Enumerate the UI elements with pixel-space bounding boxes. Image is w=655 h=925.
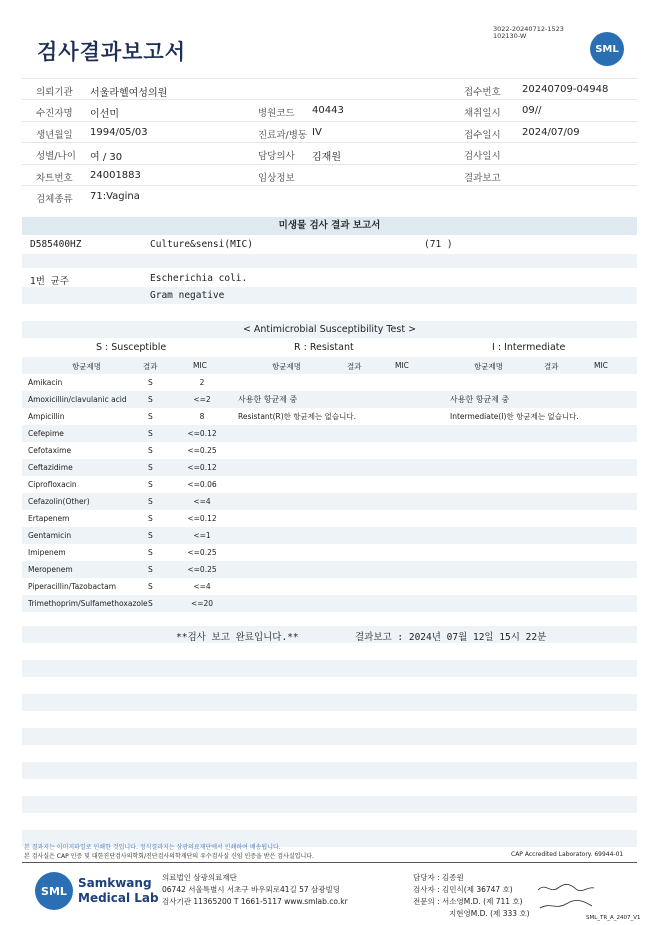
drug-row — [22, 425, 637, 442]
dob-value: 1994/05/03 — [90, 126, 148, 138]
drug-row — [22, 374, 637, 391]
drug-result: S — [148, 480, 153, 489]
info-row — [22, 122, 637, 143]
receipt-no-value: 20240709-04948 — [522, 84, 609, 95]
drug-row — [22, 510, 637, 527]
drug-name: Ciprofloxacin — [28, 480, 77, 489]
resistant-note-line1: 사용한 항균제 중 — [238, 395, 298, 404]
test-date-label: 검사일시 — [464, 151, 501, 163]
drug-result: S — [148, 446, 153, 455]
sex-age-label: 성별/나이 — [36, 151, 76, 163]
drug-mic: <=2 — [193, 395, 211, 404]
chart-no-value: 24001883 — [90, 169, 141, 181]
col-mic-i: MIC — [594, 361, 608, 370]
report-time: 결과보고 : 2024년 07월 12일 15시 22분 — [355, 632, 547, 643]
drug-name: Imipenem — [28, 548, 66, 557]
specimen-label: 검체종류 — [36, 193, 73, 205]
gram-stain: Gram negative — [150, 290, 225, 301]
empty-band — [22, 762, 637, 779]
page-title: 검사결과보고서 — [37, 40, 187, 64]
document-code — [493, 26, 564, 40]
empty-band — [22, 728, 637, 745]
drug-row — [22, 476, 637, 493]
drug-name: Trimethoprim/Sulfamethoxazole — [28, 599, 148, 608]
drug-name: Ampicillin — [28, 412, 65, 421]
drug-mic: <=4 — [193, 497, 211, 506]
report-label: 결과보고 — [464, 172, 501, 184]
drug-result: S — [148, 497, 153, 506]
drug-name: Ceftazidime — [28, 463, 73, 472]
collect-date-value: 09// — [522, 105, 542, 117]
drug-mic: <=1 — [193, 531, 211, 540]
staff-specialist-1: 전문의 : 서소영M.D. (제 711 호) — [413, 897, 523, 906]
completion-message: **검사 보고 완료입니다.** — [176, 632, 299, 643]
drug-result: S — [148, 395, 153, 404]
test-row — [22, 236, 637, 253]
drug-mic: 8 — [199, 412, 205, 421]
hospital-code-value: 40443 — [312, 105, 344, 117]
drug-result: S — [148, 429, 153, 438]
col-drug-i: 항균제명 — [474, 362, 503, 371]
intermediate-note-line2: Intermediate(I)한 항균제는 없습니다. — [450, 412, 579, 421]
sml-logo: SML — [590, 32, 624, 66]
drug-row — [22, 442, 637, 459]
document-code-line2: 102130-W — [493, 32, 527, 40]
footer-notice-1: 본 결과지는 이미지파일로 인쇄한 것입니다. 정식결과지는 삼광의료재단에서 인쇄하여 배송됩니다. — [24, 844, 281, 851]
company-name-line2: Medical Lab — [78, 891, 159, 905]
drug-mic: <=0.12 — [187, 514, 217, 523]
legend-resistant: R : Resistant — [294, 342, 354, 353]
institution-label: 의뢰기관 — [36, 87, 73, 98]
drug-row — [22, 595, 637, 612]
drug-result: S — [148, 378, 153, 387]
drug-mic: <=0.12 — [187, 463, 217, 472]
hospital-code-label: 병원코드 — [258, 108, 295, 120]
footer-address-1: 의료법인 삼광의료재단 — [162, 873, 237, 882]
empty-band — [22, 694, 637, 711]
patient-info-table — [22, 78, 637, 206]
patient-label: 수진자명 — [36, 108, 73, 120]
staff-specialist-2: 지현영M.D. (제 333 호) — [449, 909, 530, 918]
drug-row — [22, 561, 637, 578]
clinical-label: 임상정보 — [258, 172, 295, 184]
drug-row — [22, 527, 637, 544]
footer-notice-2: 본 검사실은 CAP 인증 및 대한진단검사의학회/진단검사의학재단의 우수검사실 신임 인증을 받은 검사실입니다. — [24, 853, 314, 860]
drug-result: S — [148, 514, 153, 523]
drug-row — [22, 391, 637, 408]
signature-image — [536, 880, 596, 914]
drug-mic: <=0.25 — [187, 548, 217, 557]
info-row — [22, 100, 637, 121]
receipt-date-label: 접수일시 — [464, 129, 501, 141]
drug-name: Meropenem — [28, 565, 73, 574]
dob-label: 생년월일 — [36, 129, 73, 141]
drug-result: S — [148, 599, 153, 608]
drug-mic: <=0.25 — [187, 565, 217, 574]
test-spec: (71 ) — [424, 239, 453, 250]
drug-result: S — [148, 531, 153, 540]
doctor-label: 담당의사 — [258, 151, 295, 163]
drug-name: Cefotaxime — [28, 446, 72, 455]
cap-accreditation: CAP Accredited Laboratory. 69944-01 — [511, 851, 624, 858]
drug-result: S — [148, 582, 153, 591]
organism-name: Escherichia coli. — [150, 273, 248, 284]
sex-age-value: 여 / 30 — [90, 152, 123, 164]
drug-name: Piperacillin/Tazobactam — [28, 582, 117, 591]
footer-divider — [22, 862, 637, 863]
drug-name: Gentamicin — [28, 531, 72, 540]
drug-name: Ertapenem — [28, 514, 70, 523]
completion-row — [22, 626, 637, 643]
drug-row — [22, 578, 637, 595]
organism-row — [22, 270, 637, 287]
empty-band — [22, 796, 637, 813]
staff-in-charge: 담당자 : 김종원 — [413, 873, 464, 882]
document-code-line1: 3022-20240712-1523 — [493, 25, 564, 33]
drug-mic: <=0.25 — [187, 446, 217, 455]
info-row — [22, 165, 637, 186]
drug-mic: <=0.12 — [187, 429, 217, 438]
drug-name: Cefepime — [28, 429, 64, 438]
legend-intermediate: I : Intermediate — [492, 342, 566, 353]
section-title: 미생물 검사 결과 보고서 — [22, 217, 637, 235]
drug-name: Amikacin — [28, 378, 63, 387]
receipt-no-label: 접수번호 — [464, 87, 501, 98]
doctor-value: 김재원 — [312, 152, 341, 164]
drug-mic: 2 — [199, 378, 205, 387]
drug-row — [22, 459, 637, 476]
intermediate-note-line1: 사용한 항균제 중 — [450, 395, 510, 404]
test-code: D585400HZ — [30, 239, 82, 250]
legend-row — [22, 339, 637, 356]
ast-title-row — [22, 321, 637, 338]
empty-band — [22, 660, 637, 677]
test-name: Culture&sensi(MIC) — [150, 239, 253, 250]
drug-name: Cefazolin(Other) — [28, 497, 90, 506]
info-row — [22, 143, 637, 164]
drug-mic: <=4 — [193, 582, 211, 591]
drug-result: S — [148, 412, 153, 421]
legend-susceptible: S : Susceptible — [96, 342, 167, 353]
drug-result: S — [148, 548, 153, 557]
spacer-band — [22, 254, 637, 268]
drug-result: S — [148, 565, 153, 574]
staff-tester: 검사자 : 김민식(제 36747 호) — [413, 885, 513, 894]
col-mic-s: MIC — [193, 361, 207, 370]
info-row — [22, 79, 637, 100]
footer-sml-logo: SML — [35, 872, 73, 910]
form-version: SML_TR_A_2407_V1 — [586, 915, 641, 921]
col-result-r: 결과 — [347, 362, 362, 371]
institution-value: 서울라헬여성의원 — [90, 88, 168, 99]
resistant-note-line2: Resistant(R)한 항균제는 없습니다. — [238, 412, 357, 421]
col-drug-s: 항균제명 — [72, 362, 101, 371]
drug-result: S — [148, 463, 153, 472]
col-drug-r: 항균제명 — [272, 362, 301, 371]
col-result-s: 결과 — [143, 362, 158, 371]
drug-row — [22, 493, 637, 510]
receipt-date-value: 2024/07/09 — [522, 126, 580, 138]
info-row — [22, 186, 637, 206]
gram-row — [22, 287, 637, 304]
col-result-i: 결과 — [544, 362, 559, 371]
ast-title: < Antimicrobial Susceptibility Test > — [242, 324, 417, 335]
drug-name: Amoxicillin/clavulanic acid — [28, 395, 127, 404]
specimen-value: 71:Vagina — [90, 190, 140, 202]
chart-no-label: 차트번호 — [36, 172, 73, 184]
organism-label: 1번 균주 — [30, 276, 69, 287]
col-mic-r: MIC — [395, 361, 409, 370]
footer-address-3: 검사기관 11365200 T 1661-5117 www.smlab.co.kr — [162, 897, 348, 906]
column-header-row — [22, 357, 637, 374]
drug-mic: <=20 — [190, 599, 214, 608]
company-name-line1: Samkwang — [78, 876, 152, 890]
dept-label: 진료과/병동 — [258, 129, 308, 141]
drug-row — [22, 544, 637, 561]
footer-address-2: 06742 서울특별시 서초구 바우뫼로41길 57 삼광빌딩 — [162, 885, 341, 894]
drug-mic: <=0.06 — [187, 480, 217, 489]
dept-value: IV — [312, 126, 322, 138]
collect-date-label: 채취일시 — [464, 108, 501, 120]
patient-value: 이선미 — [90, 109, 119, 121]
